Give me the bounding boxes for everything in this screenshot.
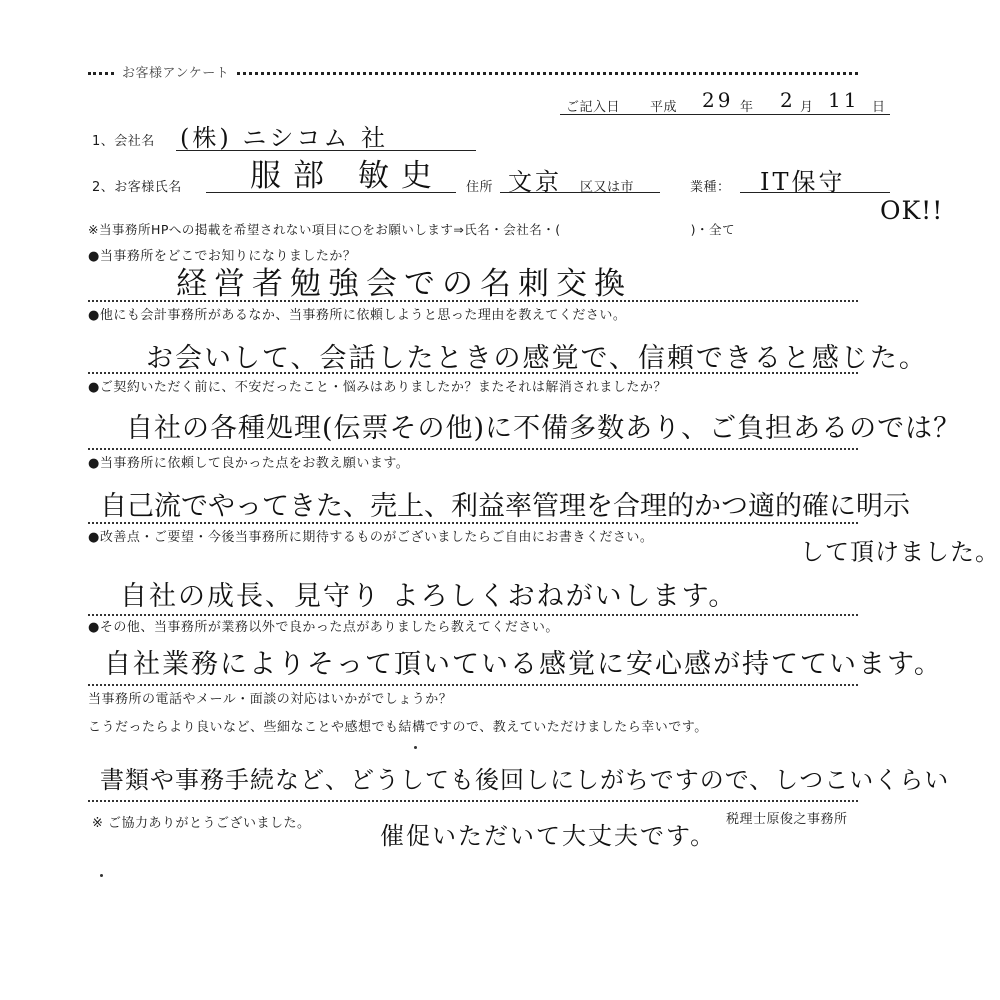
answer-3: 自社の各種処理(伝票その他)に不備多数あり、ご負担あるのでは？ (126, 413, 962, 444)
contact-question-2: こうだったらより良いなど、些細なことや感想でも結構ですので、教えていただけましたら幸いです。 (88, 720, 708, 735)
company-label: 1、会社名 (92, 134, 155, 149)
question-2: ●他にも会計事務所があるなか、当事務所に依頼しようと思った理由を教えてください。 (88, 308, 627, 323)
answer-1-line (88, 300, 858, 302)
stray-mark (100, 874, 103, 877)
answer-6: 自社業務によりそって頂いている感覚に安心感が持てています。 (104, 649, 943, 680)
industry-label: 業種： (690, 180, 731, 195)
industry-value: IT保守 (760, 168, 846, 196)
answer-4-continued: して頂けました。 (800, 538, 1000, 566)
answer-2: お会いして、会話したときの感覚で、信頼できると感じた。 (146, 343, 928, 374)
stray-mark (414, 746, 417, 749)
answer-6-line (88, 684, 858, 686)
answer-5: 自社の成長、見守り よろしくおねがいします。 (120, 581, 738, 612)
industry-underline (740, 192, 890, 193)
contact-answer-1: 書類や事務手続など、どうしても後回しにしがちですので、しつこいくらい (100, 766, 950, 794)
date-year-unit: 年 (740, 100, 754, 115)
thanks-text: ※ ご協力ありがとうございました。 (92, 816, 311, 831)
question-6: ●その他、当事務所が業務以外で良かった点がありましたら教えてください。 (88, 620, 559, 635)
form-title: お客様アンケート (116, 62, 235, 81)
answer-1: 経営者勉強会での名刺交換 (176, 266, 632, 302)
date-underline (560, 114, 890, 115)
office-name: 税理士原俊之事務所 (726, 812, 848, 827)
address-underline (500, 192, 660, 193)
question-3: ●ご契約いただく前に、不安だったこと・悩みはありましたか？またそれは解消されましたか？ (88, 380, 667, 395)
date-day-unit: 日 (872, 100, 886, 115)
question-1: ●当事務所をどこでお知りになりましたか？ (88, 249, 357, 264)
date-day: 11 (828, 88, 860, 112)
contact-answer-2: 催促いただいて大丈夫です。 (380, 822, 717, 850)
answer-4-line (88, 522, 858, 524)
company-value: (株) ニシコム 社 (180, 124, 388, 152)
date-month: 2 (780, 88, 796, 112)
question-4: ●当事務所に依頼して良かった点をお教え願います。 (88, 456, 410, 471)
address-suffix: 区又は市 (580, 180, 635, 195)
address-value: 文京 (508, 168, 562, 196)
question-5: ●改善点・ご要望・今後当事務所に期待するものがございましたらご自由にお書きください。 (88, 530, 654, 545)
address-label: 住所 (466, 180, 494, 195)
contact-answer-line (88, 800, 858, 802)
date-month-unit: 月 (800, 100, 814, 115)
answer-3-line (88, 448, 858, 450)
date-label: ご記入日 (566, 100, 621, 115)
contact-question-1: 当事務所の電話やメール・面談の対応はいかがでしょうか？ (88, 692, 453, 707)
consent-text: ※当事務所HPへの掲載を希望されない項目に○をお願いします⇒氏名・会社名・( )・全て (88, 222, 736, 237)
customer-name-label: 2、お客様氏名 (92, 180, 182, 195)
date-year: 29 (702, 88, 734, 112)
name-underline (206, 192, 456, 193)
answer-2-line (88, 372, 858, 374)
customer-name-value: 服部 敏史 (250, 158, 444, 194)
answer-4: 自己流でやってきた、売上、利益率管理を合理的かつ適的確に明示 (100, 491, 910, 522)
date-era: 平成 (650, 100, 678, 115)
consent-answer: OK!! (880, 196, 944, 225)
